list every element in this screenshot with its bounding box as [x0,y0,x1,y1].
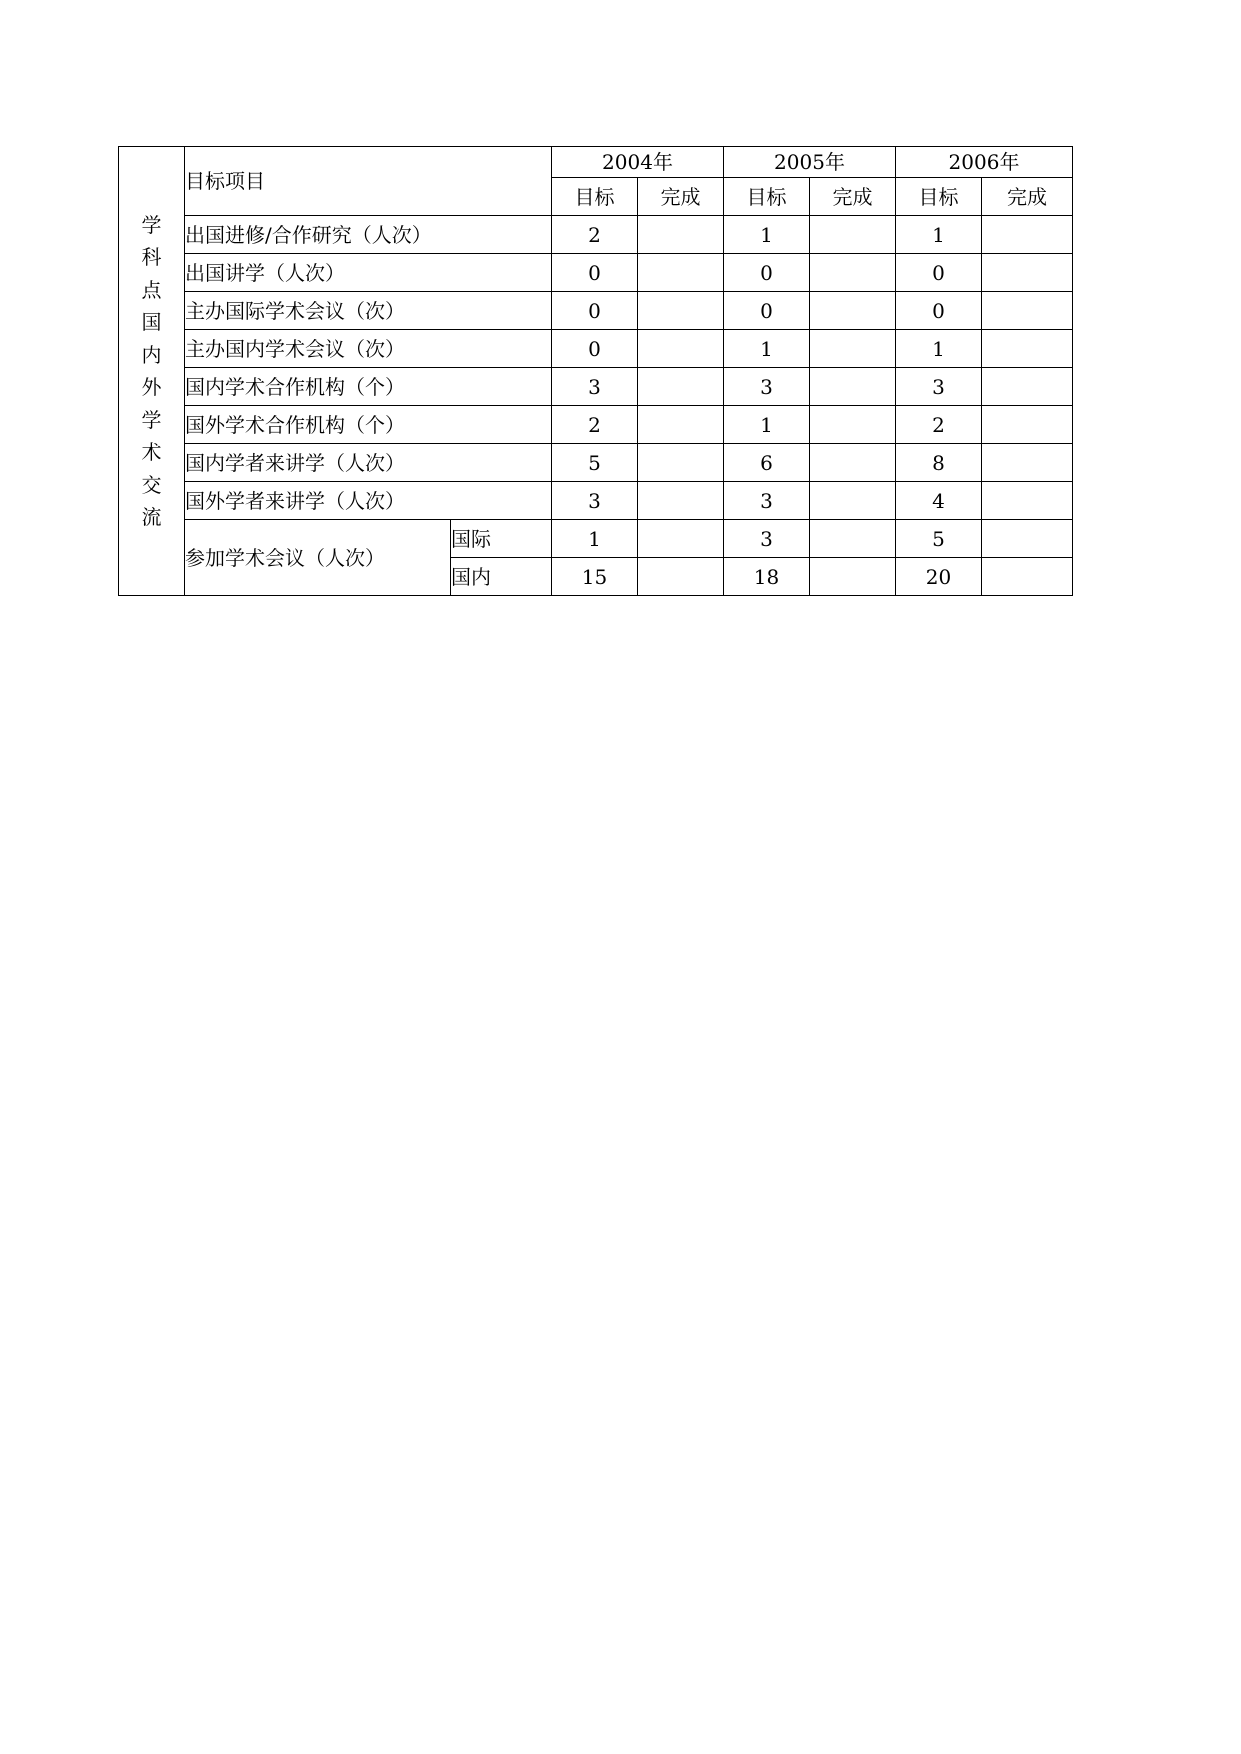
done-2004 [638,292,724,330]
done-2004 [638,482,724,520]
target-2005: 0 [724,292,810,330]
done-2006 [982,368,1073,406]
target-2005: 6 [724,444,810,482]
done-2006 [982,444,1073,482]
target-2004: 5 [552,444,638,482]
target-header-2006: 目标 [896,178,982,216]
target-2004: 0 [552,254,638,292]
target-2004: 2 [552,406,638,444]
target-2006: 0 [896,292,982,330]
academic-exchange-table [118,146,1073,596]
target-header-2004: 目标 [552,178,638,216]
target-2004: 15 [552,558,638,596]
target-2005: 3 [724,520,810,558]
target-2004: 0 [552,292,638,330]
done-2005 [810,292,896,330]
done-2005 [810,330,896,368]
table-row [119,292,1073,330]
done-2006 [982,482,1073,520]
target-2005: 1 [724,216,810,254]
done-header-2004: 完成 [638,178,724,216]
exchange-table-container [118,146,1072,596]
table-row-conference-intl [119,520,1073,558]
target-2004: 1 [552,520,638,558]
year-header-2005: 2005年 [724,147,896,178]
row-label: 国内学术合作机构（个） [185,368,552,406]
done-2006 [982,254,1073,292]
target-2004: 3 [552,482,638,520]
done-2006 [982,330,1073,368]
target-2004: 2 [552,216,638,254]
target-2004: 0 [552,330,638,368]
done-2005 [810,558,896,596]
target-2006: 8 [896,444,982,482]
row-label: 主办国内学术会议（次） [185,330,552,368]
row-label: 出国进修/合作研究（人次） [185,216,552,254]
done-2004 [638,558,724,596]
header-row-years [119,147,1073,178]
item-header-cell: 目标项目 [185,147,552,216]
target-header-2005: 目标 [724,178,810,216]
target-2006: 5 [896,520,982,558]
done-2004 [638,216,724,254]
done-2006 [982,216,1073,254]
year-header-2004: 2004年 [552,147,724,178]
row-label: 出国讲学（人次） [185,254,552,292]
done-2005 [810,444,896,482]
done-2004 [638,520,724,558]
done-2005 [810,406,896,444]
table-row [119,368,1073,406]
target-2006: 1 [896,330,982,368]
done-2004 [638,330,724,368]
conference-sub-label: 国内 [451,558,552,596]
row-label: 国外学术合作机构（个） [185,406,552,444]
done-2006 [982,406,1073,444]
target-2006: 2 [896,406,982,444]
target-2006: 0 [896,254,982,292]
done-2006 [982,292,1073,330]
done-2005 [810,520,896,558]
target-2005: 18 [724,558,810,596]
done-2005 [810,368,896,406]
done-header-2006: 完成 [982,178,1073,216]
target-2005: 3 [724,482,810,520]
target-2005: 3 [724,368,810,406]
side-label-cell [119,147,185,596]
table-row [119,330,1073,368]
target-2006: 4 [896,482,982,520]
table-row [119,216,1073,254]
target-2004: 3 [552,368,638,406]
row-label: 国外学者来讲学（人次） [185,482,552,520]
done-2004 [638,444,724,482]
year-header-2006: 2006年 [896,147,1073,178]
target-2006: 3 [896,368,982,406]
target-2005: 1 [724,330,810,368]
table-row [119,406,1073,444]
target-2006: 20 [896,558,982,596]
done-2004 [638,368,724,406]
table-row [119,444,1073,482]
done-2006 [982,558,1073,596]
done-2006 [982,520,1073,558]
done-header-2005: 完成 [810,178,896,216]
target-2005: 0 [724,254,810,292]
table-row [119,482,1073,520]
table-row [119,254,1073,292]
row-label: 国内学者来讲学（人次） [185,444,552,482]
done-2005 [810,216,896,254]
side-label: 学科点国内外学术交流 [141,212,162,529]
target-2005: 1 [724,406,810,444]
target-2006: 1 [896,216,982,254]
done-2005 [810,254,896,292]
conference-label: 参加学术会议（人次） [185,520,451,596]
done-2005 [810,482,896,520]
row-label: 主办国际学术会议（次） [185,292,552,330]
conference-sub-label: 国际 [451,520,552,558]
done-2004 [638,254,724,292]
done-2004 [638,406,724,444]
